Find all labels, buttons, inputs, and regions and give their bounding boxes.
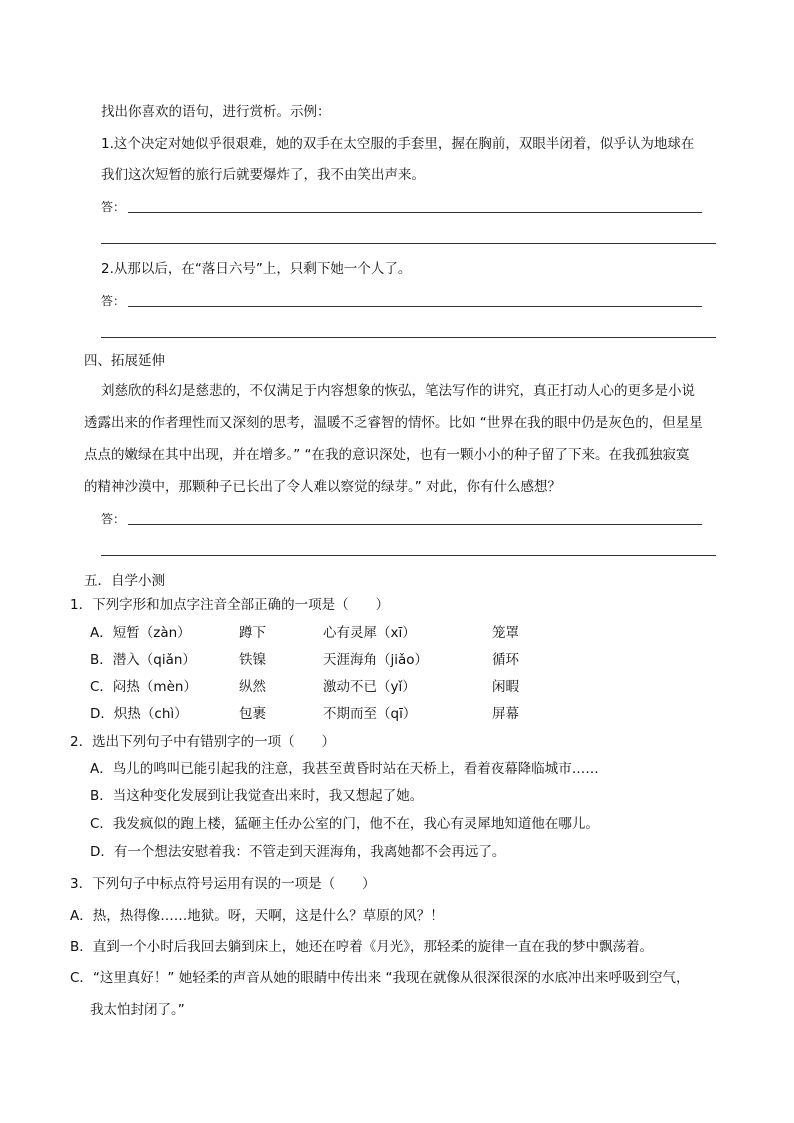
q3-option-c-line-2: 我太怕封闭了。”: [90, 1002, 185, 1018]
q1-option-b-word-3: 天涯海角（jiǎo）: [323, 652, 429, 668]
answer-label: 答：: [101, 512, 126, 526]
q2-option-d: D．有一个想法安慰着我：不管走到天涯海角，我离她都不会再远了。: [90, 844, 506, 860]
q2-option-a: A．鸟儿的鸣叫已能引起我的注意，我甚至黄昏时站在天桥上，看着夜幕降临城市……: [90, 761, 599, 777]
q1-option-b-word-4: 循环: [492, 652, 519, 668]
q1-option-d-word-3: 不期而至（qī）: [323, 706, 417, 722]
example-1-line-1: 1.这个决定对她似乎很艰难，她的双手在太空服的手套里，握在胸前，双眼半闭着，似乎认为地球在: [101, 136, 695, 152]
section-4-paragraph-line: 的精神沙漠中，那颗种子已长出了令人难以察觉的绿芽。” 对此，你有什么感想？: [84, 479, 562, 495]
example-2-line: 2.从那以后，在“落日六号”上，只剩下她一个人了。: [101, 261, 412, 277]
q1-option-a-word-4: 笼罩: [492, 625, 519, 641]
section-4-paragraph-line: 刘慈欣的科幻是慈悲的，不仅满足于内容想象的恢弘，笔法写作的讲究，真正打动人心的更多是小说: [101, 383, 695, 399]
q3-option-c-line-1: C．“这里真好！” 她轻柔的声音从她的眼睛中传出来 “我现在就像从很深很深的水底冲出来呼吸到空气，: [70, 970, 690, 986]
answer-line[interactable]: [101, 337, 716, 338]
q1-option-a-word-2: 蹲下: [239, 625, 266, 641]
answer-line[interactable]: [128, 524, 702, 525]
section-5-heading: 五．自学小测: [84, 573, 165, 589]
example-1-line-2: 我们这次短暂的旅行后就要爆炸了，我不由笑出声来。: [101, 167, 425, 183]
q1-option-d-word-2: 包裹: [239, 706, 266, 722]
section-4-paragraph-line: 点点的嫩绿在其中出现，并在增多。” “在我的意识深处，也有一颗小小的种子留了下来。在我孤独寂寞: [84, 447, 690, 463]
question-1-stem: 1．下列字形和加点字注音全部正确的一项是（ ）: [70, 597, 390, 613]
q1-option-c-word-1: C．闷热（mèn）: [90, 679, 197, 695]
q1-option-d-word-1: D．炽热（chì）: [90, 706, 188, 722]
q1-option-b-word-1: B．潜入（qiǎn）: [90, 652, 196, 668]
q3-option-a: A．热，热得像……地狱。呀，天啊，这是什么？草原的风？！: [70, 908, 444, 924]
q2-option-b: B．当这种变化发展到让我觉查出来时，我又想起了她。: [90, 788, 424, 804]
q2-option-c: C．我发疯似的跑上楼，猛砸主任办公室的门，他不在，我心有灵犀地知道他在哪儿。: [90, 816, 599, 832]
intro-text: 找出你喜欢的语句，进行赏析。示例：: [101, 104, 331, 120]
section-4-paragraph-line: 透露出来的作者理性而又深刻的思考，温暖不乏睿智的情怀。比如 “世界在我的眼中仍是灰色的，但星星: [84, 415, 703, 431]
answer-label: 答：: [101, 294, 126, 308]
q1-option-b-word-2: 铁镍: [239, 652, 266, 668]
question-3-stem: 3．下列句子中标点符号运用有误的一项是（ ）: [70, 876, 376, 892]
q1-option-d-word-4: 屏幕: [492, 706, 519, 722]
answer-line[interactable]: [101, 243, 716, 244]
q1-option-c-word-4: 闲暇: [492, 679, 519, 695]
q1-option-c-word-2: 纵然: [239, 679, 266, 695]
answer-line[interactable]: [128, 306, 702, 307]
q1-option-a-word-3: 心有灵犀（xī）: [323, 625, 416, 641]
question-2-stem: 2．选出下列句子中有错别字的一项（ ）: [70, 734, 336, 750]
section-4-heading: 四、拓展延伸: [84, 353, 165, 369]
answer-line[interactable]: [101, 555, 716, 556]
answer-line[interactable]: [128, 212, 702, 213]
q1-option-c-word-3: 激动不已（yǐ）: [323, 679, 416, 695]
answer-label: 答：: [101, 200, 126, 214]
q1-option-a-word-1: A．短暂（zàn）: [90, 625, 191, 641]
q3-option-b: B．直到一个小时后我回去躺到床上，她还在哼着《月光》，那轻柔的旋律一直在我的梦中飘荡着。: [70, 939, 654, 955]
